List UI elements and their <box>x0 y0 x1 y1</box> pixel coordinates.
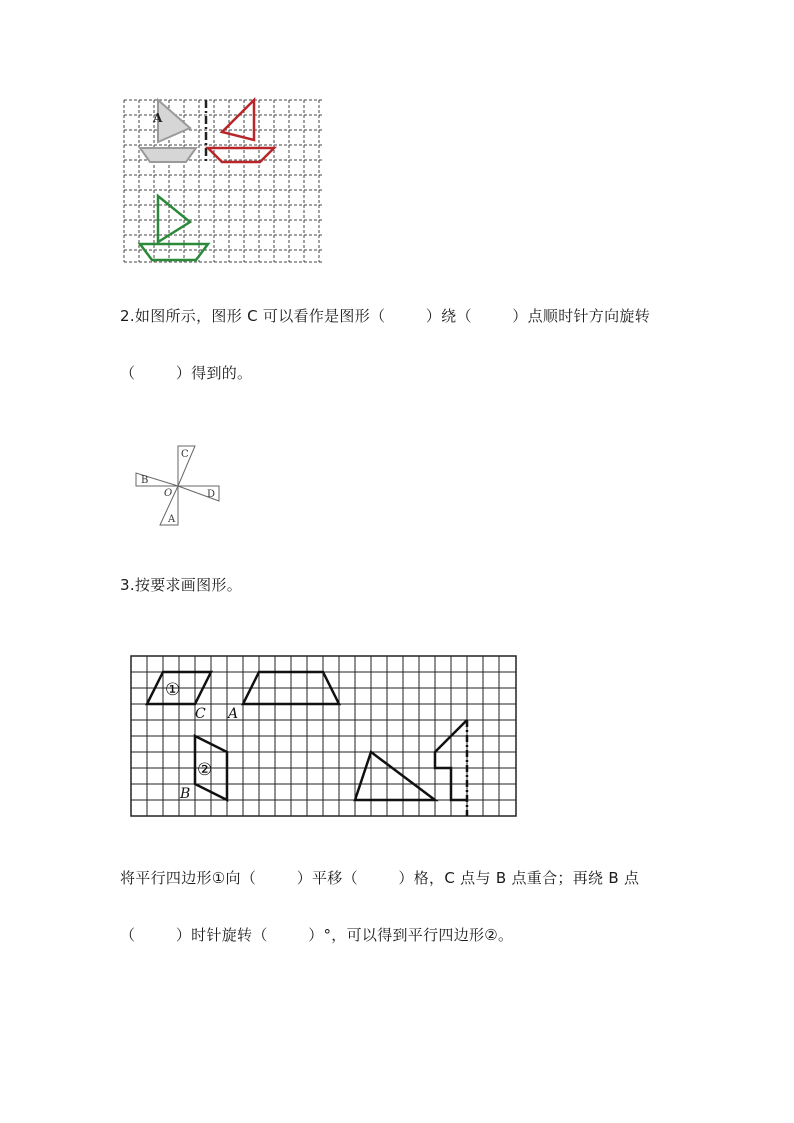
gray-sailboat <box>140 100 196 162</box>
label-c: C <box>181 449 189 460</box>
question-2-line-1: 2.如图所示，图形 C 可以看作是图形（ ）绕（ ）点顺时针方向旋转 <box>120 307 651 325</box>
label-point-c: C <box>195 706 206 722</box>
parallelogram-grid-figure <box>128 652 522 820</box>
sailboat-label-a: A <box>153 111 163 125</box>
label-circle-2: ② <box>197 760 213 780</box>
question-3-title: 3.按要求画图形。 <box>120 576 243 594</box>
label-d: D <box>207 489 216 500</box>
label-o: O <box>164 488 173 499</box>
label-a: A <box>168 514 176 525</box>
sailboat-grid-figure <box>120 96 326 266</box>
label-circle-1: ① <box>165 680 181 700</box>
question-2-line-2: （ ）得到的。 <box>120 364 253 382</box>
red-sailboat <box>208 100 274 162</box>
question-3-line-2: （ ）时针旋转（ ）°，可以得到平行四边形②。 <box>120 926 514 944</box>
label-b: B <box>141 475 149 486</box>
question-3-line-1: 将平行四边形①向（ ）平移（ ）格，C 点与 B 点重合；再绕 B 点 <box>120 869 640 887</box>
triangle-shape <box>355 752 435 800</box>
label-point-b: B <box>180 786 191 802</box>
label-point-a: A <box>228 706 239 722</box>
pinwheel-figure <box>120 440 230 532</box>
